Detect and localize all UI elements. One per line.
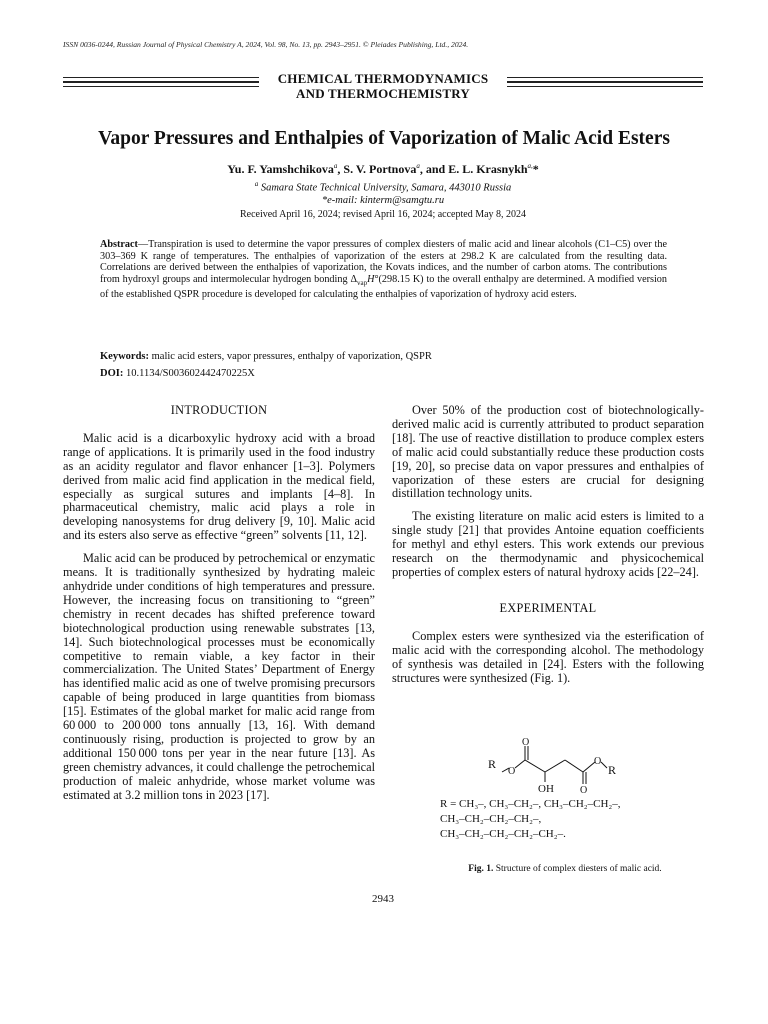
author-affil-mark: a <box>333 162 338 170</box>
paragraph: The existing literature on malic acid esters is limited to a single study [21] that provides Antoine equation coefficients for methyl and ethyl esters. This work extends our previous research on the thermodynamic and physicochemical properties of complex esters of natural hydroxy acids [22–24]. <box>392 509 704 579</box>
section-heading-introduction: INTRODUCTION <box>170 403 268 417</box>
doi: DOI: 10.1134/S003602442470225X <box>100 368 255 379</box>
r-group-label: R <box>488 757 497 771</box>
journal-header: ISSN 0036-0244, Russian Journal of Physical Chemistry A, 2024, Vol. 98, No. 13, pp. 2943–2951. © Pleiades Publishing, Ltd., 2024. <box>63 40 469 49</box>
rule-left <box>63 77 259 90</box>
r-def-line: CH₃–CH₂–CH₂–CH₂–, <box>440 813 542 825</box>
author-name: S. V. Portnova <box>343 162 417 176</box>
r-group-label: R <box>608 763 617 777</box>
section-title-line2: AND THERMOCHEMISTRY <box>296 86 470 101</box>
section-title-line1: CHEMICAL THERMODYNAMICS <box>277 71 489 86</box>
author-affil-mark: a <box>416 162 420 170</box>
paper-title: Vapor Pressures and Enthalpies of Vaporization of Malic Acid Esters <box>98 128 670 149</box>
column-left <box>63 404 375 811</box>
author-name: E. L. Krasnykh <box>448 162 528 176</box>
paragraph: Malic acid can be produced by petrochemical or enzymatic means. It is traditionally synthesized by hydrating maleic anhydride under conditions of high temperatures and pressure. However, the increasing focus on transitioning to “green” chemistry in recent decades has shifted preference toward biotechnological production using renewable substrates [13, 14]. Such biotechnological processes must be economically competitive to remain viable, a key factor in their commercialization. The United States’ Department of Energy has identified malic acid as one of twelve promising precursors capable of being produced in large quantities from biomass [15]. Estimates of the global market for malic acid range from 60 000 to 200 000 tons annually [13, 16]. With demand continuously rising, production is projected to grow by an additional 150 000 tons per year in the near future [13]. As green chemistry advances, it could challenge the petrochemical production of maleic anhydride, whose market volume was estimated at 3.2 million tons in 2023 [17]. <box>63 551 375 802</box>
r-def-line: R = CH₃–, CH₃–CH₂–, CH₃–CH₂–CH₂–, <box>440 798 621 810</box>
abstract-label: Abstract <box>100 239 138 250</box>
r-def-line: CH₃–CH₂–CH₂–CH₂–CH₂–. <box>440 828 566 840</box>
abstract: Abstract—Transpiration is used to determine the vapor pressures of complex diesters of malic acid and linear alcohols (C1–C5) over the 303–369 K range of temperatures. The enthalpies of vaporization of the esters at 298.2 K are calculated from the resulting data. Correlations are derived between the enthalpies of vaporization, the Kovats indices, and the number of carbon atoms. The contributions from hydroxyl groups and intermolecular hydrogen bonding $\Delta_{vap}H^\circ(298.15$ K) to the overall enthalpy are determined. A modified version of the established QSPR procedure is developed for calculating the enthalpies of vaporization of hydroxy acid esters. <box>100 239 667 301</box>
contact-email: *e-mail: kinterm@samgtu.ru <box>321 195 445 206</box>
received-dates: Received April 16, 2024; revised April 16, 2024; accepted May 8, 2024 <box>239 209 527 220</box>
author-name: Yu. F. Yamshchikova <box>227 162 334 176</box>
page-number: 2943 <box>372 893 394 905</box>
paragraph: Malic acid is a dicarboxylic hydroxy acid with a broad range of applications. It is primarily used in the food industry as an acidity regulator and flavor enhancer [1–3]. Polymers derived from malic acid find application in the medical field, especially as surgical sutures and implants [4–8]. In pharmaceutical chemistry, malic acid plays a role in developing nanosystems for drug delivery [9, 10]. Malic acid and its esters also serve as effective “green” solvents [11, 12]. <box>63 430 375 543</box>
author-affil-mark: a, <box>527 162 533 170</box>
oxygen-label: O <box>508 766 516 777</box>
section-heading-experimental: EXPERIMENTAL <box>499 600 597 615</box>
corresponding-mark: * <box>532 162 539 176</box>
hydroxyl-label: OH <box>538 783 554 795</box>
oxygen-label: O <box>594 756 602 767</box>
paragraph: Over 50% of the production cost of biotechnologically-derived malic acid is currently attributed to product separation [18]. The use of reactive distillation to produce complex esters of malic acid could substantially reduce these production costs [19, 20], so precise data on vapor pressures and enthalpies of vaporization of these esters are crucial for designing distillation technology units. <box>392 403 704 501</box>
section-title <box>259 71 507 101</box>
oxygen-label: O <box>580 785 588 796</box>
figure-caption: Fig. 1. Structure of complex diesters of malic acid. <box>468 864 662 874</box>
paragraph: Complex esters were synthesized via the esterification of malic acid with the corresponding alcohol. The methodology of synthesis was detailed in [24]. Esters with the following structures were synthesized (Fig. 1). <box>392 628 704 685</box>
column-right <box>392 404 704 694</box>
r-group-definitions <box>440 797 700 842</box>
oxygen-label: O <box>522 737 530 748</box>
affiliation: $^a$ Samara State Technical University, Samara, 443010 Russia <box>254 180 512 194</box>
author-list: Yu. F. Yamshchikova$^a$, S. V. Portnova$^a$, and E. L. Krasnykh$^{a,}$* <box>227 162 539 176</box>
rule-right <box>507 77 703 90</box>
keywords: Keywords: malic acid esters, vapor pressures, enthalpy of vaporization, QSPR <box>100 351 432 362</box>
section-heading <box>63 71 703 105</box>
